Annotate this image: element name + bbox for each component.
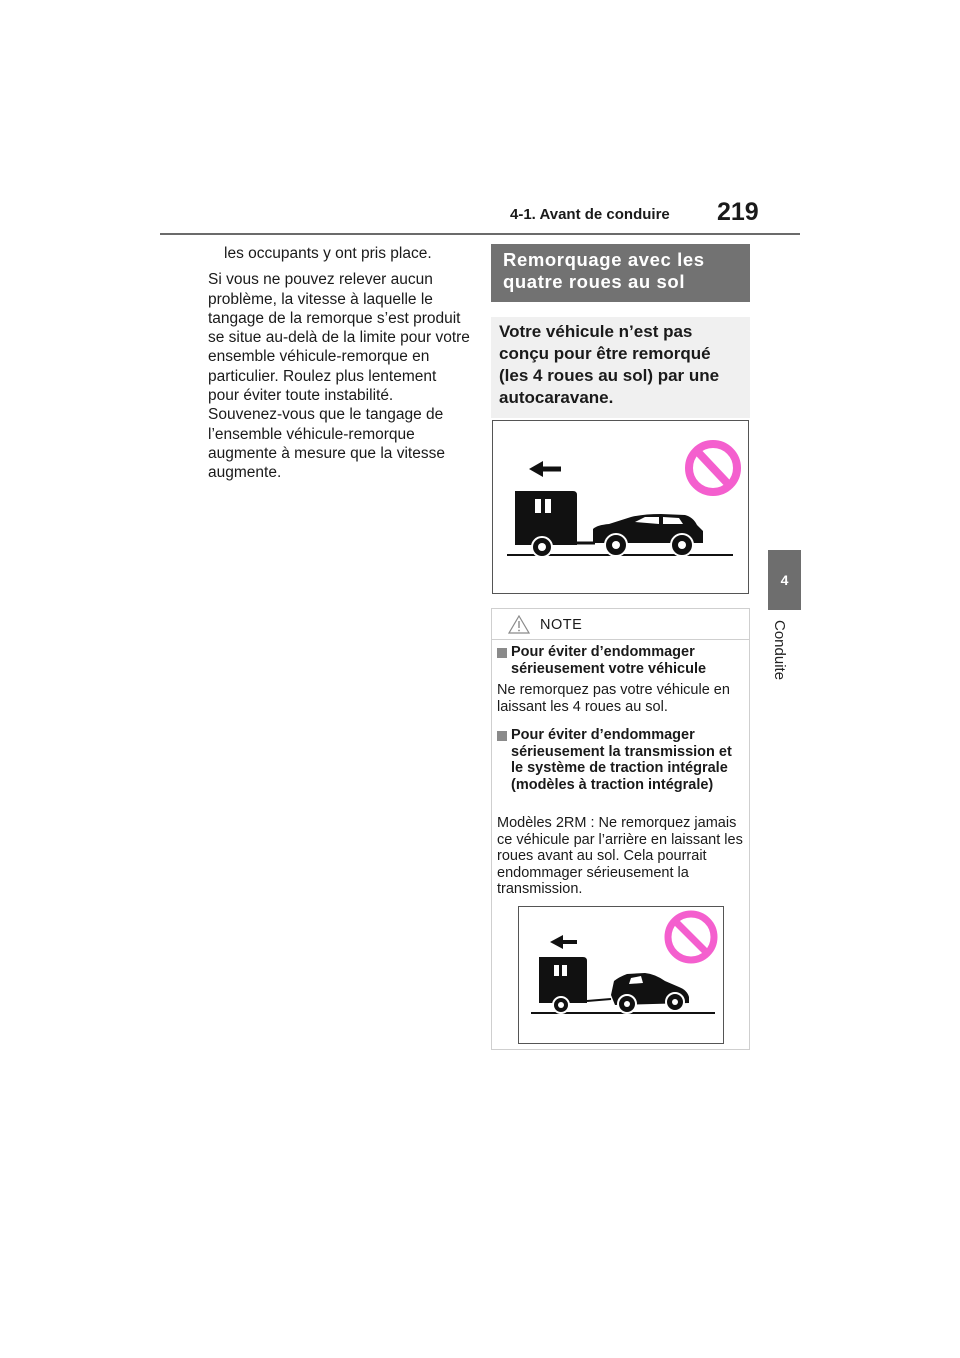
note-heading-text: Pour éviter d’endommager sérieusement votre véhicule [511, 644, 707, 677]
note-heading [497, 644, 742, 677]
header-divider [160, 233, 800, 235]
note-header [492, 609, 749, 640]
car-shape [593, 514, 703, 556]
car-shape [611, 973, 689, 1013]
note-text: Ne remorquez pas votre véhicule en laissant les 4 roues au sol. [497, 682, 730, 715]
chapter-tab[interactable]: 4 [768, 550, 801, 610]
bullet-square-icon [497, 648, 507, 658]
note-heading-text: Pour éviter d’endommager sérieusement la transmission et le système de traction intégrale (modèles à traction intégrale) [511, 727, 732, 793]
towing-illustration-svg [493, 421, 748, 593]
prohibition-icon [668, 914, 714, 960]
trailer-shape [539, 957, 611, 1013]
section-label: 4-1. Avant de conduire [510, 206, 670, 223]
warning-triangle-icon [508, 615, 530, 634]
note-label: NOTE [540, 617, 583, 633]
body-paragraph: Si vous ne pouvez relever aucun problème, la vitesse à laquelle le tangage de la remorque s’est produit se situe au-delà de la limite pour votre ensemble véhicule-remorque en particulier. Roulez plus lentement pour éviter toute instabilité. Souvenez-vous que le tangage de l’ensemble véhicule-remorque augmente à mesure que la vitesse augmente. [208, 271, 470, 482]
trailer-shape [515, 491, 595, 557]
towing-illustration-svg [519, 907, 723, 1043]
continuation-paragraph: les occupants y ont pris place. [224, 245, 432, 262]
bullet-square-icon [497, 731, 507, 741]
note-heading [497, 727, 742, 793]
page-number: 219 [717, 198, 759, 226]
note-text: Modèles 2RM : Ne remorquez jamais ce véhicule par l’arrière en laissant les roues avant au sol. Cela pourrait endommager sérieusement la transmission. [497, 815, 743, 897]
illustration-towing-four-wheels [492, 420, 749, 594]
left-column [208, 244, 470, 490]
arrow-left-icon [550, 935, 577, 949]
info-box: Votre véhicule n’est pas conçu pour être remorqué (les 4 roues au sol) par une autocaravane. [491, 317, 750, 418]
illustration-towing-front-wheels [518, 906, 724, 1044]
chapter-name-label: Conduite [771, 620, 788, 681]
arrow-left-icon [529, 461, 561, 477]
section-title: Remorquage avec les quatre roues au sol [491, 244, 750, 302]
chapter-name [762, 620, 802, 710]
note-box [491, 608, 750, 1050]
prohibition-icon [689, 444, 737, 492]
